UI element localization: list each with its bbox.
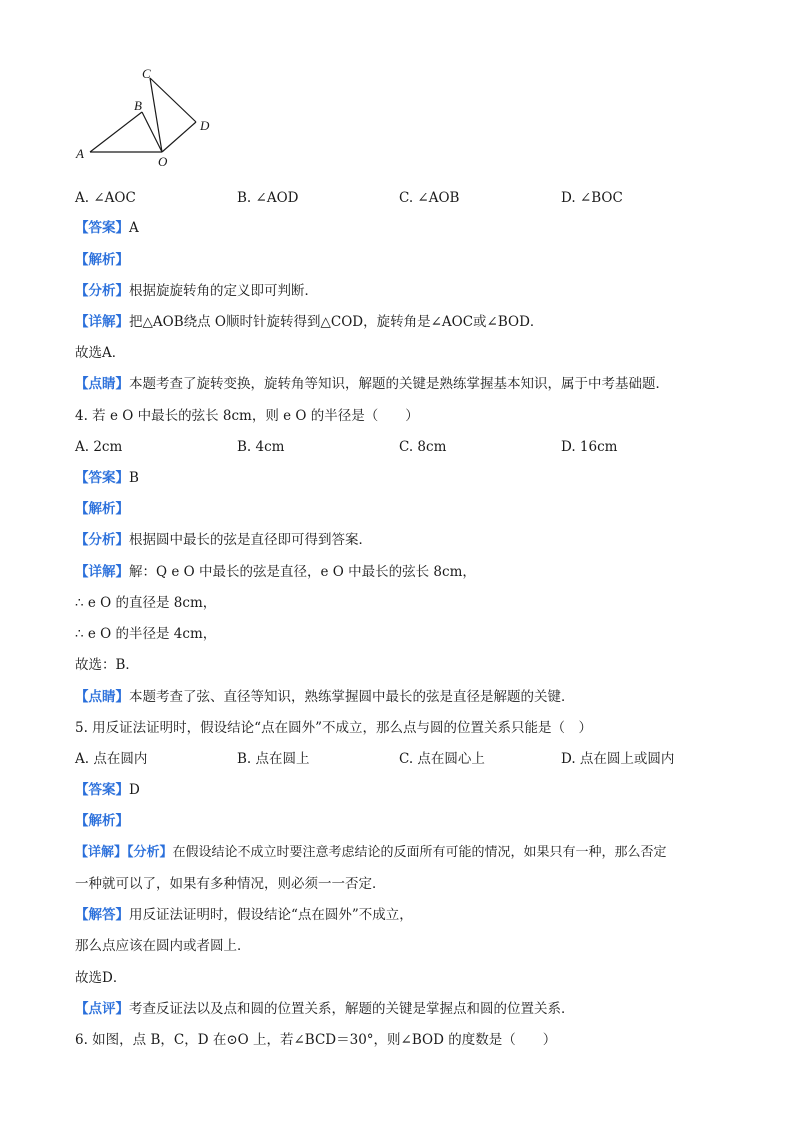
q3-xiangjie: 【详解】把△AOB绕点 O顺时针旋转得到△COD，旋转角是∠AOC或∠BOD． (75, 314, 544, 330)
q3-option-b: B. ∠AOD (237, 190, 299, 206)
q4-step-2: ∴ e O 的半径是 4cm， (75, 626, 217, 642)
q4-option-a: A. 2cm (75, 439, 123, 455)
q4-stem: 4. 若 e O 中最长的弦长 8cm，则 e O 的半径是（ ） (75, 408, 419, 424)
q4-dianjing: 【点睛】本题考查了弦、直径等知识，熟练掌握圆中最长的弦是直径是解题的关键． (75, 689, 575, 705)
q4-xiangjie: 【详解】解：Q e O 中最长的弦是直径，e O 中最长的弦长 8cm， (75, 564, 476, 580)
q5-option-b: B. 点在圆上 (237, 751, 310, 767)
q5-stem: 5. 用反证法证明时，假设结论“点在圆外”不成立，那么点与圆的位置关系只能是（ ） (75, 720, 592, 736)
q3-answer: 【答案】A (75, 220, 139, 236)
label-O: O (158, 154, 168, 169)
q4-answer: 【答案】B (75, 470, 139, 486)
q4-analysis-heading: 【解析】 (75, 501, 129, 517)
label-A: A (76, 146, 84, 161)
label-B: B (134, 98, 142, 113)
label-C: C (142, 66, 151, 81)
q6-stem: 6. 如图，点 B，C，D 在⊙O 上，若∠BCD＝30°，则∠BOD 的度数是（ ） (75, 1032, 557, 1048)
q3-option-d: D. ∠BOC (561, 190, 623, 206)
q5-option-c: C. 点在圆心上 (399, 751, 485, 767)
q4-option-c: C. 8cm (399, 439, 447, 455)
q4-option-b: B. 4cm (237, 439, 285, 455)
q5-dianping: 【点评】考查反证法以及点和圆的位置关系，解题的关键是掌握点和圆的位置关系． (75, 1001, 575, 1017)
q3-choice: 故选A． (75, 345, 126, 361)
q3-dianjing: 【点睛】本题考查了旋转变换，旋转角等知识，解题的关键是熟练掌握基本知识，属于中考基础题． (75, 376, 669, 392)
q5-jieda-cont: 那么点应该在圆内或者圆上． (75, 938, 251, 954)
q4-choice: 故选：B． (75, 657, 139, 673)
q5-option-a: A. 点在圆内 (75, 751, 148, 767)
q3-fenxi: 【分析】根据旋旋转角的定义即可判断． (75, 283, 318, 299)
q4-option-d: D. 16cm (561, 439, 618, 455)
q3-option-c: C. ∠AOB (399, 190, 460, 206)
q5-answer: 【答案】D (75, 782, 140, 798)
q5-option-d: D. 点在圆上或圆内 (561, 751, 675, 767)
label-D: D (200, 118, 210, 133)
q4-fenxi: 【分析】根据圆中最长的弦是直径即可得到答案． (75, 532, 372, 548)
q5-xiangjie-cont: 一种就可以了，如果有多种情况，则必须一一否定． (75, 876, 386, 892)
q3-option-a: A. ∠AOC (75, 190, 136, 206)
q3-analysis-heading: 【解析】 (75, 252, 129, 268)
q4-step-1: ∴ e O 的直径是 8cm， (75, 595, 217, 611)
q5-jieda: 【解答】用反证法证明时，假设结论“点在圆外”不成立， (75, 907, 413, 923)
rotation-figure (70, 62, 220, 174)
q5-xiangjie: 【详解】【分析】在假设结论不成立时要注意考虑结论的反面所有可能的情况，如果只有一种，那么否定 (75, 845, 667, 860)
q5-analysis-heading: 【解析】 (75, 813, 129, 829)
q5-choice: 故选D． (75, 970, 127, 986)
